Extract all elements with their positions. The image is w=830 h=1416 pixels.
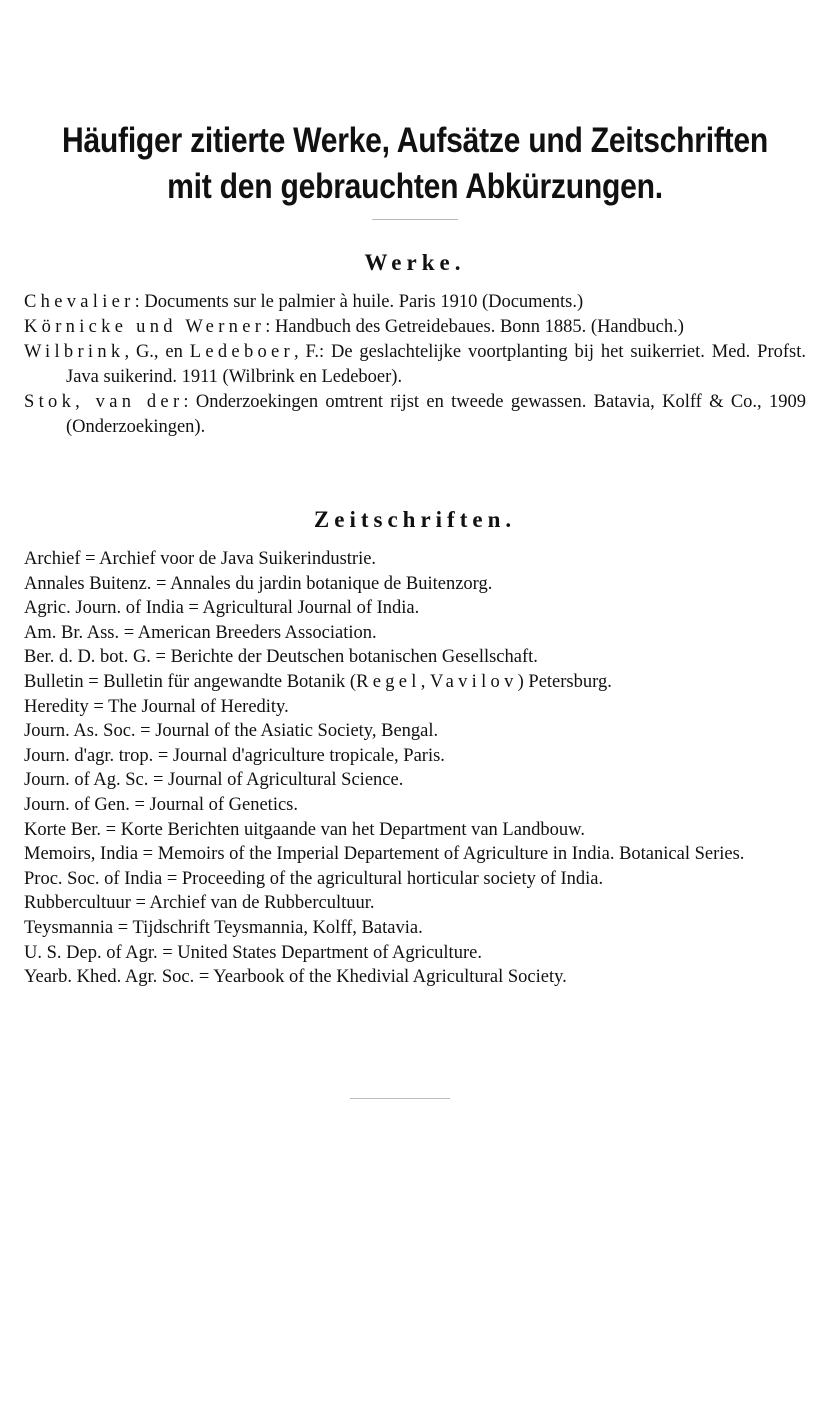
entry-author-2: Vavilov	[429, 671, 518, 692]
entry-author: Regel	[356, 671, 421, 692]
entry-text: , G., en	[124, 342, 190, 362]
journal-entry: Proc. Soc. of India = Proceeding of the agricultural horticular society of India.	[24, 868, 604, 889]
journal-entry: Yearb. Khed. Agr. Soc. = Yearbook of the Khedivial Agricultural Society.	[24, 967, 567, 988]
journal-entry: Agric. Journ. of India = Agricultural Journal of India.	[24, 598, 420, 619]
journal-entry: Journ. of Gen. = Journal of Genetics.	[24, 794, 298, 815]
journal-entry: Korte Ber. = Korte Berichten uitgaande van het Department van Landbouw.	[24, 819, 585, 840]
journal-entry-bulletin	[24, 670, 814, 695]
entry-author: Chevalier	[24, 292, 135, 312]
journal-entry: U. S. Dep. of Agr. = United States Department of Agriculture.	[24, 942, 482, 963]
entry-author: Körnicke und Werner	[24, 317, 266, 337]
zeitschriften-list	[24, 547, 814, 990]
journal-entry: Heredity = The Journal of Heredity.	[24, 696, 289, 717]
section-heading-zeitschriften: Zeitschriften.	[313, 507, 517, 532]
entry-text: : Onderzoekingen omtrent rijst en tweede gewassen. Batavia, Kolff & Co., 1909 (Onderzoekingen).	[66, 392, 806, 437]
journal-entry: Archief = Archief voor de Java Suikerindustrie.	[24, 549, 377, 569]
entry-text: ,	[420, 671, 430, 692]
entry-text: ) Petersburg.	[517, 671, 612, 692]
journal-entry: Am. Br. Ass. = American Breeders Association.	[24, 622, 377, 643]
entry-text: Bulletin = Bulletin für angewandte Botanik (	[24, 671, 357, 692]
journal-entry: Teysmannia = Tijdschrift Teysmannia, Kolff, Batavia.	[24, 917, 423, 938]
entry-author: Wilbrink	[24, 342, 125, 362]
journal-entry: Memoirs, India = Memoirs of the Imperial Departement of Agriculture in India. Botanical Series.	[24, 844, 745, 865]
journal-entry: Rubbercultuur = Archief van de Rubbercultuur.	[24, 893, 375, 914]
section-heading-werke: Werke.	[364, 250, 466, 275]
divider-top	[372, 219, 458, 220]
entry-author-2: Ledeboer	[189, 342, 295, 362]
entry-author: Stok, van der	[24, 392, 184, 412]
werke-entry	[24, 390, 806, 440]
werke-list	[24, 290, 806, 440]
werke-entry	[24, 290, 806, 315]
entry-text: : Documents sur le palmier à huile. Paris 1910 (Documents.)	[134, 292, 584, 312]
page-title	[58, 118, 772, 210]
title-line-2: mit den gebrauchten Abkürzungen.	[167, 167, 663, 206]
entry-text: , F.: De geslachtelijke voortplanting bij het suikerriet. Med. Profst. Java suikerind. 1911 (Wilbrink en Ledeboer).	[66, 342, 806, 387]
journal-entry: Journ. of Ag. Sc. = Journal of Agricultural Science.	[24, 770, 404, 791]
journal-entry: Journ. As. Soc. = Journal of the Asiatic Society, Bengal.	[24, 721, 439, 742]
journal-entry: Annales Buitenz. = Annales du jardin botanique de Buitenzorg.	[24, 573, 493, 594]
journal-entry: Journ. d'agr. trop. = Journal d'agriculture tropicale, Paris.	[24, 745, 445, 766]
entry-text: : Handbuch des Getreidebaues. Bonn 1885. (Handbuch.)	[265, 317, 684, 337]
title-line-1: Häufiger zitierte Werke, Aufsätze und Zeitschriften	[61, 121, 769, 160]
werke-entry	[24, 315, 806, 340]
journal-entry: Ber. d. D. bot. G. = Berichte der Deutschen botanischen Gesellschaft.	[24, 647, 538, 668]
divider-bottom	[350, 1098, 450, 1099]
werke-entry	[24, 340, 806, 390]
